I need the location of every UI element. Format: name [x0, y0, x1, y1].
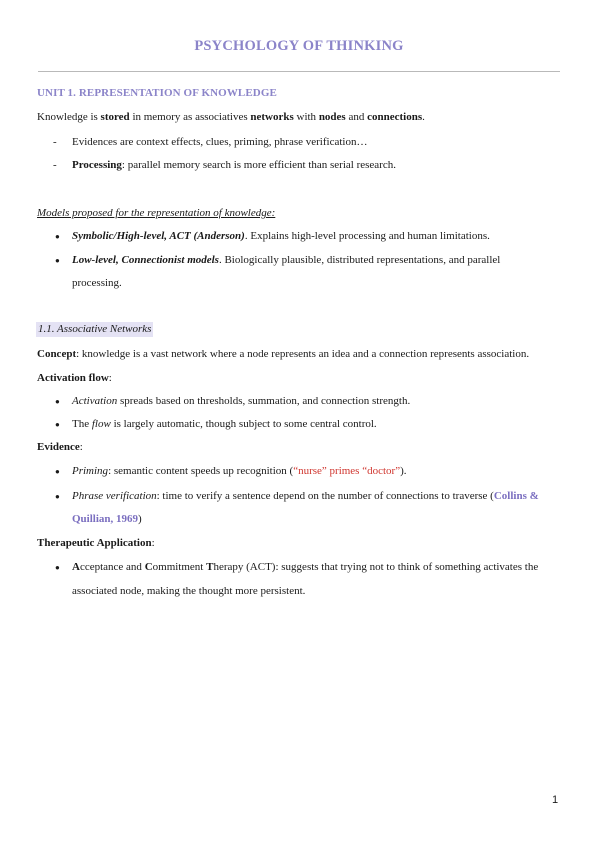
bullet-icon: ● [55, 397, 60, 406]
model-item-symbolic: Symbolic/High-level, ACT (Anderson). Explains high-level processing and human limitations. [72, 230, 490, 242]
bullet-icon: ● [55, 467, 60, 476]
therapeutic-heading: Therapeutic Application: [37, 537, 155, 549]
bullet-icon: ● [55, 256, 60, 265]
unit-heading: UNIT 1. REPRESENTATION OF KNOWLEDGE [37, 87, 277, 99]
concept-paragraph: Concept: knowledge is a vast network where a node represents an idea and a connection represents association. [37, 348, 530, 360]
bold-stored: stored [100, 111, 130, 123]
bullet-icon: ● [55, 563, 60, 572]
model-item-connectionist-continued: processing. [72, 277, 122, 289]
bold-nodes: nodes [318, 111, 346, 123]
evidence-item-priming: Priming: semantic content speeds up recognition (“nurse” primes “doctor”). [72, 465, 407, 477]
evidence-item-phrase-verification: Phrase verification: time to verify a sentence depend on the number of connections to traverse (Collins & [72, 490, 539, 502]
bold-networks: networks [250, 111, 294, 123]
models-heading: Models proposed for the representation of knowledge: [37, 207, 276, 219]
dash-marker: - [53, 159, 57, 171]
page-number: 1 [552, 794, 559, 806]
dash-item-evidence: Evidences are context effects, clues, priming, phrase verification… [72, 136, 368, 148]
evidence-heading: Evidence: [37, 441, 83, 453]
citation-collins: Collins & [493, 490, 539, 502]
bold-connections: connections [367, 111, 423, 123]
dash-marker: - [53, 136, 57, 148]
flow-item: The flow is largely automatic, though subject to some central control. [72, 418, 377, 430]
priming-example: “nurse” primes “doctor” [293, 465, 401, 477]
therapeutic-item: Acceptance and Commitment Therapy (ACT): suggests that trying not to think of something activates the [72, 561, 539, 573]
title-divider [38, 71, 560, 72]
citation-quillian: Quillian, 1969 [72, 513, 139, 525]
activation-flow-heading: Activation flow: [37, 372, 112, 384]
bullet-icon: ● [55, 232, 60, 241]
model-item-connectionist: Low-level, Connectionist models. Biologically plausible, distributed representations, and parallel [72, 254, 501, 266]
therapeutic-item-continued: associated node, making the thought more persistent. [72, 585, 306, 597]
bullet-icon: ● [55, 420, 60, 429]
document-title: PSYCHOLOGY OF THINKING [194, 38, 404, 54]
section-heading: 1.1. Associative Networks [38, 323, 152, 335]
dash-item-processing: Processing: parallel memory search is more efficient than serial research. [72, 159, 396, 171]
evidence-item-phrase-verification-continued: Quillian, 1969) [72, 513, 142, 525]
intro-paragraph: Knowledge is stored in memory as associatives networks with nodes and connections. [37, 111, 425, 123]
bullet-icon: ● [55, 492, 60, 501]
activation-item: Activation spreads based on thresholds, summation, and connection strength. [72, 395, 411, 407]
